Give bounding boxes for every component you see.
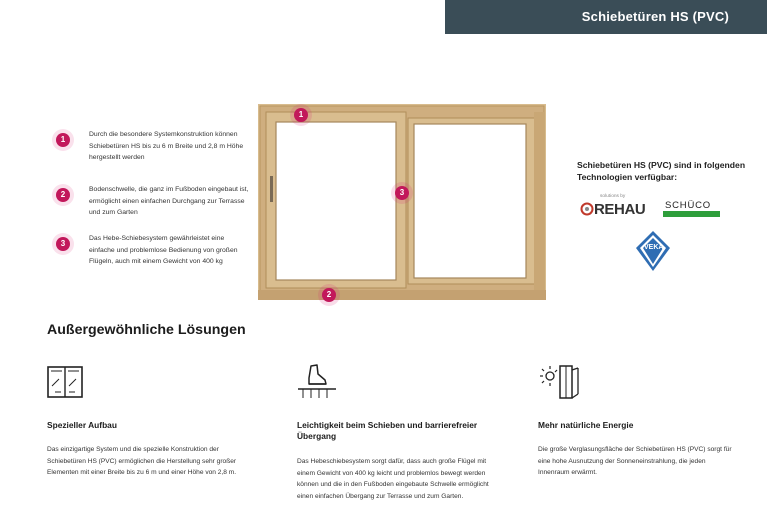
feature-text: Das Hebe-Schiebesystem gewährleistet eine einfache und problemlose Bedienung von großen Flügeln, auch mit einem Gewicht von 400 kg (89, 235, 238, 266)
header-bar (445, 0, 767, 34)
foot-step-threshold-icon (297, 362, 337, 402)
badge-number: 2 (56, 188, 70, 202)
badge-number: 3 (56, 237, 70, 251)
schueco-logo: SCHÜCO (663, 199, 720, 219)
technologies-heading: Schiebetüren HS (PVC) sind in folgenden Technologien verfügbar: (577, 160, 746, 182)
number-badge (52, 184, 74, 206)
sun-light-window-icon (538, 362, 582, 402)
feature-text: Durch die besondere Systemkonstruktion können Schiebetüren HS bis zu 6 m Breite und 2,8 m Höhe hergestellt werden (89, 131, 244, 162)
veka-logo (635, 230, 671, 272)
number-badge (52, 129, 74, 151)
column-body: Die große Verglasungsfläche der Schiebetüren HS (PVC) sorgt für eine hohe Ausnutzung der Sonneneinstrahlung, die jeden Innenraum erwärmt. (538, 446, 732, 477)
column-title: Leichtigkeit beim Schieben und barrierefreier Übergang (297, 420, 478, 441)
number-badge (52, 233, 74, 255)
sliding-window-icon (47, 362, 83, 398)
feature-text: Bodenschwelle, die ganz im Fußboden eingebaut ist, ermöglicht einen einfachen Durchgang zur Terrasse und zum Garten (89, 186, 249, 217)
image-marker-2: 2 (318, 284, 340, 306)
badge-number: 1 (56, 133, 70, 147)
image-marker-1: 1 (290, 104, 312, 126)
rehau-swirl-icon (580, 202, 594, 216)
image-marker-3: 3 (391, 182, 413, 204)
section-title: Außergewöhnliche Lösungen (47, 322, 246, 338)
schueco-stripe (663, 211, 720, 217)
rehau-logo: solutions by REHAU (578, 193, 648, 221)
veka-shield-icon (635, 230, 671, 272)
column-body: Das Hebeschiebesystem sorgt dafür, dass auch große Flügel mit einem Gewicht von 400 kg leicht und problemlos bewegt werden können und die in den Fußboden eingebaute Schwelle ermöglicht einen einfachen Übergang zur Terrasse und zum Garten. (297, 458, 489, 500)
column-body: Das einzigartige System und die spezielle Konstruktion der Schiebetüren HS (PVC) ermöglichen die Herstellung sehr großer Elementen mit einer Breite bis zu 6 m und einer Höhe von 2,8 m. (47, 446, 237, 477)
column-title: Mehr natürliche Energie (538, 420, 634, 430)
column-title: Spezieller Aufbau (47, 420, 117, 430)
veka-wordmark: VEKA (644, 244, 664, 251)
page-title: Schiebetüren HS (PVC) (581, 9, 729, 24)
